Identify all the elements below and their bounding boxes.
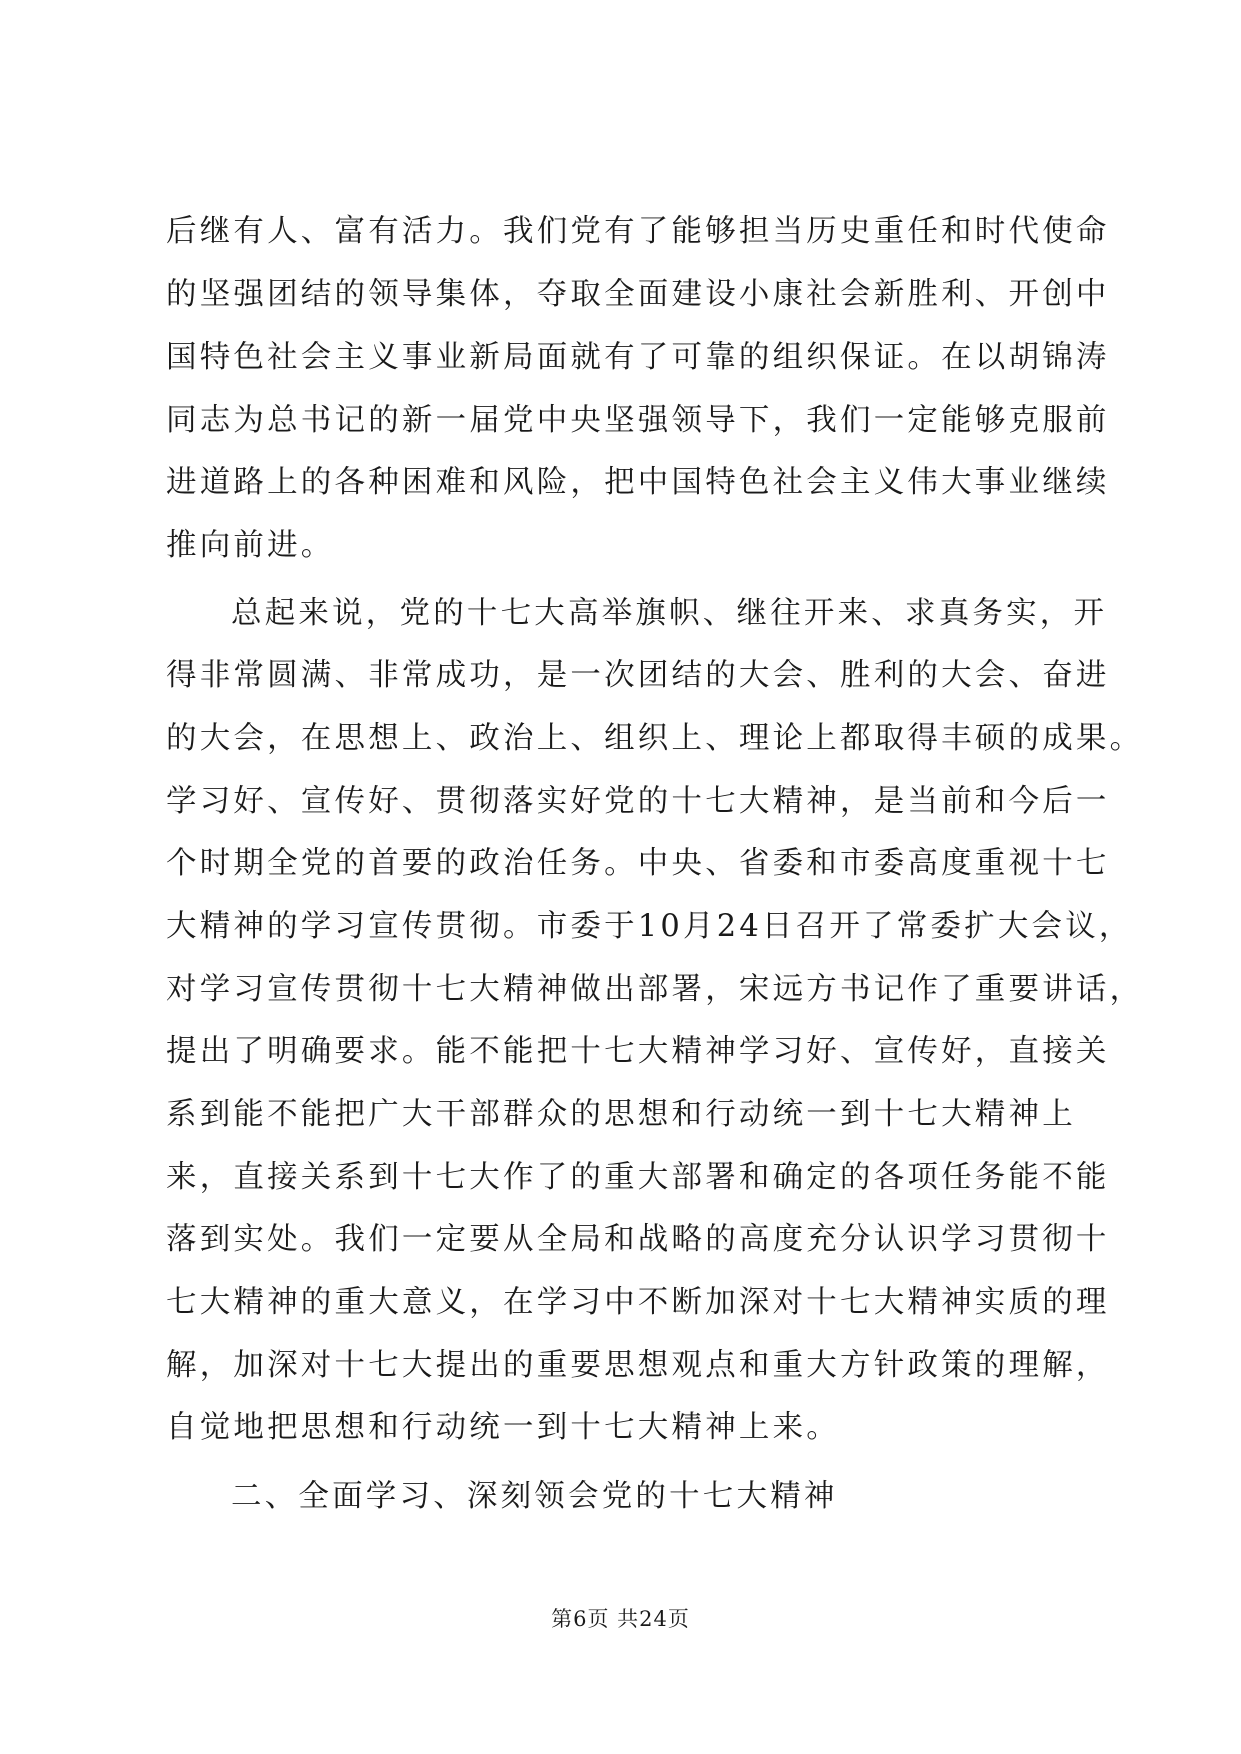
paragraph-line: 推向前进。 bbox=[166, 528, 335, 563]
paragraph-line: 总起来说，党的十七大高举旗帜、继往开来、求真务实，开 bbox=[231, 596, 1108, 631]
paragraph-line: 得非常圆满、非常成功，是一次团结的大会、胜利的大会、奋进 bbox=[166, 658, 1110, 693]
paragraph-line: 学习好、宣传好、贯彻落实好党的十七大精神，是当前和今后一 bbox=[166, 784, 1110, 819]
paragraph-line: 自觉地把思想和行动统一到十七大精神上来。 bbox=[166, 1410, 840, 1445]
paragraph-line: 国特色社会主义事业新局面就有了可靠的组织保证。在以胡锦涛 bbox=[166, 340, 1110, 375]
paragraph-line: 进道路上的各种困难和风险，把中国特色社会主义伟大事业继续 bbox=[166, 465, 1110, 500]
paragraph-line: 大精神的学习宣传贯彻。市委于10月24日召开了常委扩大会议， bbox=[166, 909, 1133, 944]
paragraph-line: 对学习宣传贯彻十七大精神做出部署，宋远方书记作了重要讲话， bbox=[166, 972, 1144, 1007]
paragraph-line: 提出了明确要求。能不能把十七大精神学习好、宣传好，直接关 bbox=[166, 1034, 1110, 1069]
paragraph-line: 后继有人、富有活力。我们党有了能够担当历史重任和时代使命 bbox=[166, 214, 1110, 249]
page-number-footer: 第6页 共24页 bbox=[551, 1607, 690, 1631]
paragraph-line: 的大会，在思想上、政治上、组织上、理论上都取得丰硕的成果。 bbox=[166, 721, 1144, 756]
paragraph-line: 个时期全党的首要的政治任务。中央、省委和市委高度重视十七 bbox=[166, 846, 1110, 881]
paragraph-line: 的坚强团结的领导集体，夺取全面建设小康社会新胜利、开创中 bbox=[166, 277, 1110, 312]
paragraph-line: 解，加深对十七大提出的重要思想观点和重大方针政策的理解， bbox=[166, 1348, 1110, 1383]
paragraph-line: 来，直接关系到十七大作了的重大部署和确定的各项任务能不能 bbox=[166, 1160, 1110, 1195]
paragraph-line: 系到能不能把广大干部群众的思想和行动统一到十七大精神上 bbox=[166, 1097, 1076, 1132]
paragraph-line: 七大精神的重大意义，在学习中不断加深对十七大精神实质的理 bbox=[166, 1285, 1110, 1320]
section-heading: 二、全面学习、深刻领会党的十七大精神 bbox=[231, 1479, 838, 1514]
paragraph-line: 落到实处。我们一定要从全局和战略的高度充分认识学习贯彻十 bbox=[166, 1222, 1110, 1257]
paragraph-line: 同志为总书记的新一届党中央坚强领导下，我们一定能够克服前 bbox=[166, 403, 1110, 438]
